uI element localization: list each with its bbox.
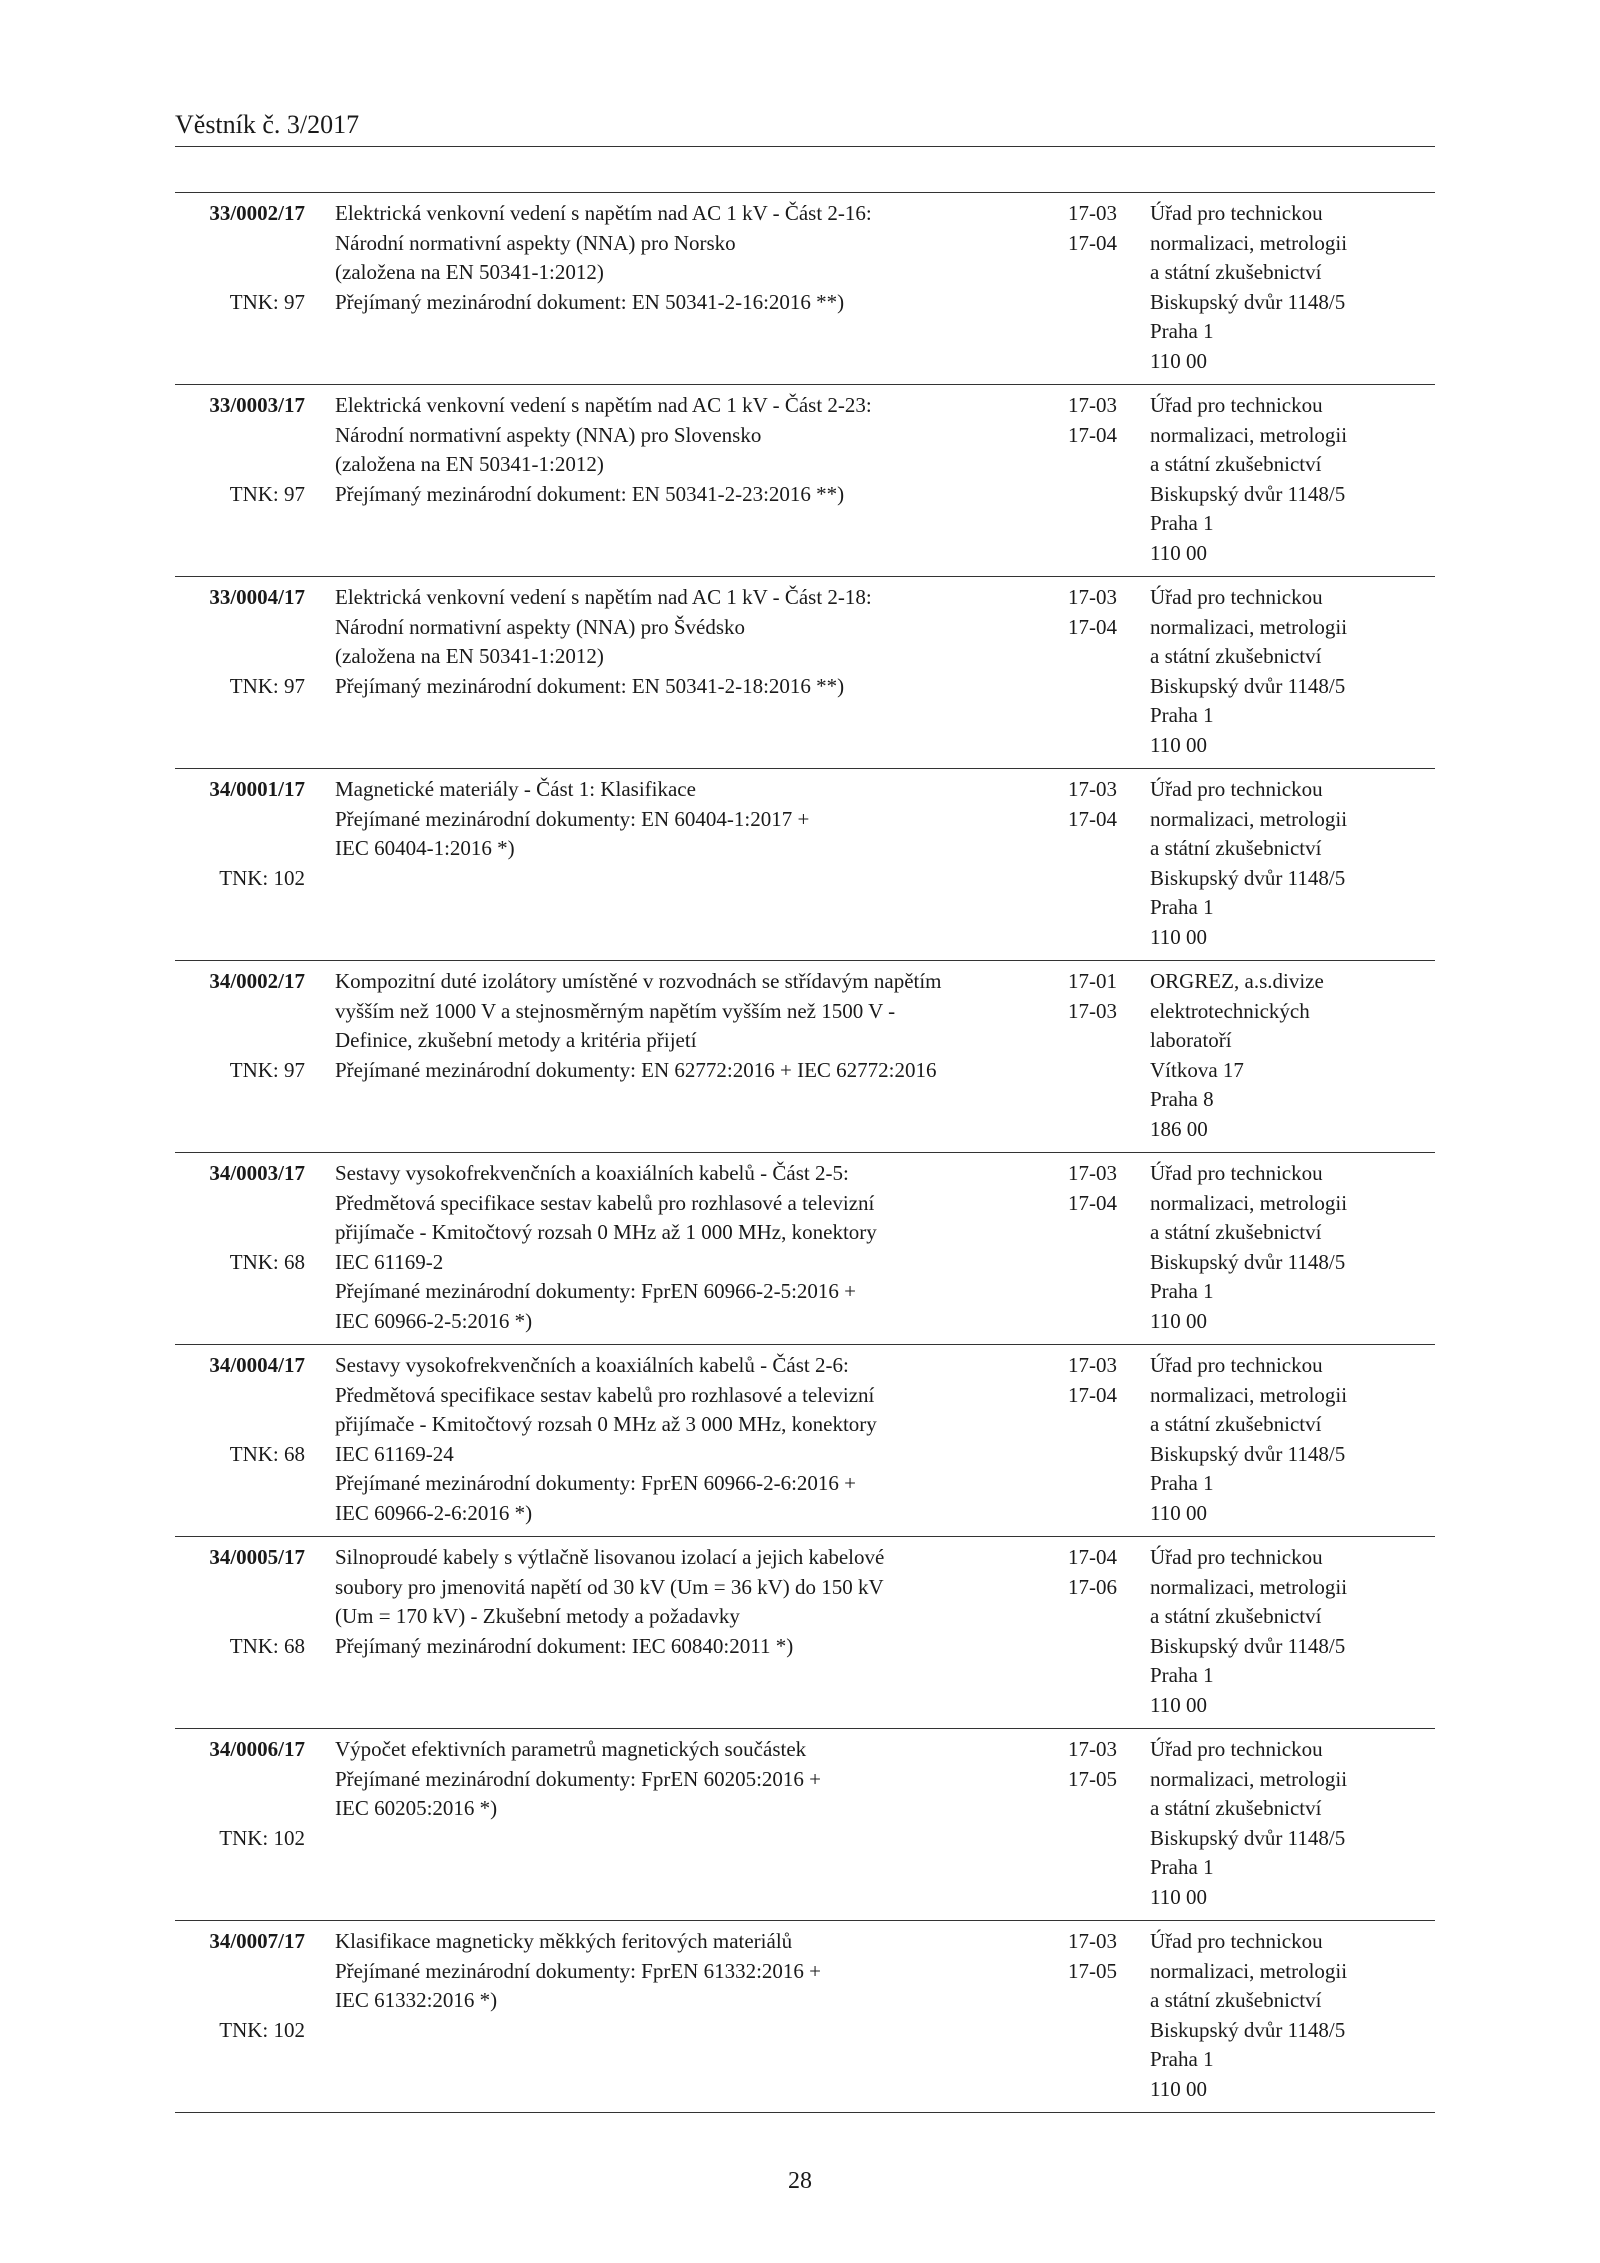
record-office-line: Biskupský dvůr 1148/5 — [1150, 2017, 1346, 2042]
record-office-line: Biskupský dvůr 1148/5 — [1150, 1441, 1346, 1466]
record-codes-column — [1068, 199, 1148, 258]
record-code: 17-04 — [1068, 614, 1117, 639]
id-spacer — [175, 1381, 305, 1411]
record-number: 33/0002/17 — [209, 201, 305, 225]
record-office-line: normalizaci, metrologii — [1150, 1190, 1348, 1215]
record-title-line: (založena na EN 50341-1:2012) — [335, 260, 604, 284]
record-office-line: normalizaci, metrologii — [1150, 1958, 1348, 1983]
record-codes-column — [1068, 1927, 1148, 1986]
record-code: 17-03 — [1068, 201, 1117, 225]
record-title-line: IEC 60966-2-6:2016 *) — [335, 1500, 533, 1525]
record-id-column — [175, 1543, 305, 1661]
id-spacer — [175, 1218, 305, 1248]
record-code: 17-04 — [1068, 230, 1117, 255]
record-office-line: a státní zkušebnictví — [1150, 836, 1322, 860]
record-codes-column — [1068, 1159, 1148, 1218]
record-office-column — [1150, 1351, 1435, 1528]
record-title-column — [335, 775, 1035, 952]
record-title-line: (založena na EN 50341-1:2012) — [335, 644, 604, 668]
record-title-column — [335, 199, 1035, 376]
record-title-line: Definice, zkušební metody a kritéria přijetí — [335, 1028, 697, 1052]
record-tnk: TNK: 68 — [229, 1441, 305, 1466]
record-title-line: Výpočet efektivních parametrů magnetických součástek — [335, 1737, 807, 1761]
record-code: 17-03 — [1068, 1161, 1117, 1185]
id-spacer — [175, 1765, 305, 1795]
record-office-line: Praha 1 — [1150, 1855, 1214, 1879]
record-code: 17-03 — [1068, 1737, 1117, 1761]
record-title-line: Předmětová specifikace sestav kabelů pro rozhlasové a televizní — [335, 1382, 875, 1407]
record-code: 17-01 — [1068, 969, 1117, 993]
record-title-line: Přejímaný mezinárodní dokument: EN 50341-2-16:2016 **) — [335, 289, 845, 314]
record-codes-column — [1068, 1735, 1148, 1794]
record-title-line: soubory pro jmenovitá napětí od 30 kV (Um = 36 kV) do 150 kV — [335, 1574, 884, 1599]
record-number: 34/0002/17 — [209, 969, 305, 993]
record-title-line: Elektrická venkovní vedení s napětím nad AC 1 kV - Část 2-16: — [335, 201, 872, 225]
record-number: 34/0006/17 — [209, 1737, 305, 1761]
record-code: 17-04 — [1068, 1190, 1117, 1215]
record-title-column — [335, 1927, 1035, 2104]
record-office-line: Vítkova 17 — [1150, 1057, 1244, 1082]
record-office-line: normalizaci, metrologii — [1150, 230, 1348, 255]
record-office-line: elektrotechnických — [1150, 998, 1310, 1023]
id-spacer — [175, 1410, 305, 1440]
record-office-column — [1150, 1543, 1435, 1720]
record-code: 17-06 — [1068, 1574, 1117, 1599]
record-code: 17-03 — [1068, 393, 1117, 417]
record-office-line: a státní zkušebnictví — [1150, 260, 1322, 284]
record-office-line: 110 00 — [1150, 2076, 1207, 2101]
id-spacer — [175, 450, 305, 480]
record-id-column — [175, 1159, 305, 1277]
record-office-line: 110 00 — [1150, 732, 1207, 757]
record-title-column — [335, 1351, 1035, 1528]
record-title-line: Přejímaný mezinárodní dokument: EN 50341-2-23:2016 **) — [335, 481, 845, 506]
id-spacer — [175, 1189, 305, 1219]
record-codes-column — [1068, 1351, 1148, 1410]
record-tnk: TNK: 68 — [229, 1633, 305, 1658]
standard-record — [175, 193, 1435, 385]
id-spacer — [175, 997, 305, 1027]
record-title-column — [335, 391, 1035, 568]
id-spacer — [175, 834, 305, 864]
record-tnk: TNK: 97 — [229, 673, 305, 698]
record-code: 17-04 — [1068, 806, 1117, 831]
record-office-line: normalizaci, metrologii — [1150, 422, 1348, 447]
record-office-line: Praha 1 — [1150, 511, 1214, 535]
standard-record — [175, 385, 1435, 577]
record-office-line: 110 00 — [1150, 1500, 1207, 1525]
record-id-column — [175, 1351, 305, 1469]
record-number: 34/0003/17 — [209, 1161, 305, 1185]
record-id-column — [175, 1927, 305, 2045]
record-office-line: Úřad pro technickou — [1150, 1737, 1323, 1761]
record-title-line: Přejímaný mezinárodní dokument: IEC 60840:2011 *) — [335, 1633, 794, 1658]
record-title-line: (založena na EN 50341-1:2012) — [335, 452, 604, 476]
record-office-line: 110 00 — [1150, 1308, 1207, 1333]
record-title-line: Přejímané mezinárodní dokumenty: FprEN 60966-2-6:2016 + — [335, 1471, 857, 1495]
id-spacer — [175, 613, 305, 643]
record-office-line: a státní zkušebnictví — [1150, 1988, 1322, 2012]
record-office-line: Úřad pro technickou — [1150, 1161, 1323, 1185]
record-office-line: Praha 1 — [1150, 1279, 1214, 1303]
record-office-column — [1150, 775, 1435, 952]
record-id-column — [175, 775, 305, 893]
record-office-line: normalizaci, metrologii — [1150, 1382, 1348, 1407]
id-spacer — [175, 229, 305, 259]
record-title-line: Přejímané mezinárodní dokumenty: EN 62772:2016 + IEC 62772:2016 — [335, 1057, 937, 1082]
record-office-line: Úřad pro technickou — [1150, 1545, 1323, 1569]
record-tnk: TNK: 68 — [229, 1249, 305, 1274]
record-office-column — [1150, 1927, 1435, 2104]
id-spacer — [175, 1986, 305, 2016]
record-code: 17-03 — [1068, 998, 1117, 1023]
record-office-line: 110 00 — [1150, 1692, 1207, 1717]
record-number: 33/0003/17 — [209, 393, 305, 417]
record-title-line: Klasifikace magneticky měkkých feritových materiálů — [335, 1929, 793, 1953]
record-tnk: TNK: 102 — [219, 2017, 305, 2042]
record-title-line: Kompozitní duté izolátory umístěné v rozvodnách se střídavým napětím — [335, 969, 942, 993]
record-office-line: Úřad pro technickou — [1150, 1353, 1323, 1377]
record-title-line: přijímače - Kmitočtový rozsah 0 MHz až 3 000 MHz, konektory — [335, 1412, 877, 1436]
record-office-line: Praha 1 — [1150, 2047, 1214, 2071]
header-divider — [175, 146, 1435, 147]
record-code: 17-03 — [1068, 777, 1117, 801]
standard-record — [175, 577, 1435, 769]
standard-record — [175, 1729, 1435, 1921]
record-number: 33/0004/17 — [209, 585, 305, 609]
record-office-line: 110 00 — [1150, 540, 1207, 565]
record-title-line: Národní normativní aspekty (NNA) pro Švédsko — [335, 614, 746, 639]
record-title-column — [335, 1159, 1035, 1336]
standard-record — [175, 1153, 1435, 1345]
record-title-line: IEC 61332:2016 *) — [335, 1988, 498, 2012]
record-office-line: 186 00 — [1150, 1116, 1208, 1141]
id-spacer — [175, 1573, 305, 1603]
record-tnk: TNK: 97 — [229, 1057, 305, 1082]
record-title-column — [335, 1543, 1035, 1720]
record-title-line: Národní normativní aspekty (NNA) pro Norsko — [335, 230, 736, 255]
record-office-column — [1150, 199, 1435, 376]
record-title-line: Národní normativní aspekty (NNA) pro Slovensko — [335, 422, 762, 447]
standard-record — [175, 769, 1435, 961]
record-office-line: a státní zkušebnictví — [1150, 1796, 1322, 1820]
record-codes-column — [1068, 775, 1148, 834]
record-title-column — [335, 1735, 1035, 1912]
id-spacer — [175, 1794, 305, 1824]
record-title-line: Přejímané mezinárodní dokumenty: FprEN 60205:2016 + — [335, 1766, 822, 1791]
record-title-line: Elektrická venkovní vedení s napětím nad AC 1 kV - Část 2-23: — [335, 393, 872, 417]
id-spacer — [175, 258, 305, 288]
record-code: 17-03 — [1068, 585, 1117, 609]
record-title-line: IEC 60205:2016 *) — [335, 1796, 498, 1820]
record-title-line: Silnoproudé kabely s výtlačně lisovanou izolací a jejich kabelové — [335, 1545, 885, 1569]
record-tnk: TNK: 102 — [219, 1825, 305, 1850]
record-office-line: a státní zkušebnictví — [1150, 644, 1322, 668]
record-title-line: IEC 61169-24 — [335, 1441, 454, 1466]
record-code: 17-05 — [1068, 1958, 1117, 1983]
id-spacer — [175, 642, 305, 672]
page-header-title: Věstník č. 3/2017 — [175, 110, 360, 139]
record-id-column — [175, 1735, 305, 1853]
record-office-line: a státní zkušebnictví — [1150, 1220, 1322, 1244]
record-title-line: Magnetické materiály - Část 1: Klasifikace — [335, 777, 696, 801]
page-number: 28 — [788, 2168, 812, 2194]
record-title-line: Předmětová specifikace sestav kabelů pro rozhlasové a televizní — [335, 1190, 875, 1215]
record-number: 34/0005/17 — [209, 1545, 305, 1569]
record-id-column — [175, 199, 305, 317]
record-title-line: přijímače - Kmitočtový rozsah 0 MHz až 1 000 MHz, konektory — [335, 1220, 877, 1244]
record-code: 17-04 — [1068, 422, 1117, 447]
record-office-line: Úřad pro technickou — [1150, 201, 1323, 225]
record-id-column — [175, 583, 305, 701]
record-id-column — [175, 967, 305, 1085]
record-office-line: Biskupský dvůr 1148/5 — [1150, 481, 1346, 506]
record-codes-column — [1068, 391, 1148, 450]
record-code: 17-04 — [1068, 1382, 1117, 1407]
id-spacer — [175, 421, 305, 451]
id-spacer — [175, 805, 305, 835]
id-spacer — [175, 1957, 305, 1987]
record-office-line: Úřad pro technickou — [1150, 777, 1323, 801]
record-title-line: Přejímané mezinárodní dokumenty: FprEN 60966-2-5:2016 + — [335, 1279, 857, 1303]
standards-list — [175, 192, 1435, 2113]
standard-record — [175, 961, 1435, 1153]
record-office-line: normalizaci, metrologii — [1150, 806, 1348, 831]
record-codes-column — [1068, 583, 1148, 642]
record-office-column — [1150, 1735, 1435, 1912]
record-title-line: IEC 61169-2 — [335, 1249, 444, 1274]
record-office-line: a státní zkušebnictví — [1150, 452, 1322, 476]
record-office-line: Úřad pro technickou — [1150, 393, 1323, 417]
record-code: 17-03 — [1068, 1353, 1117, 1377]
record-office-column — [1150, 391, 1435, 568]
record-office-line: Biskupský dvůr 1148/5 — [1150, 1249, 1346, 1274]
record-id-column — [175, 391, 305, 509]
record-tnk: TNK: 97 — [229, 481, 305, 506]
record-office-line: Praha 8 — [1150, 1087, 1214, 1111]
standard-record — [175, 1345, 1435, 1537]
record-office-line: Biskupský dvůr 1148/5 — [1150, 1825, 1346, 1850]
record-office-line: normalizaci, metrologii — [1150, 1766, 1348, 1791]
record-office-line: 110 00 — [1150, 348, 1207, 373]
standard-record — [175, 1921, 1435, 2113]
record-code: 17-05 — [1068, 1766, 1117, 1791]
record-title-line: IEC 60966-2-5:2016 *) — [335, 1308, 533, 1333]
record-office-line: normalizaci, metrologii — [1150, 614, 1348, 639]
record-number: 34/0004/17 — [209, 1353, 305, 1377]
record-number: 34/0007/17 — [209, 1929, 305, 1953]
record-title-line: Sestavy vysokofrekvenčních a koaxiálních kabelů - Část 2-5: — [335, 1161, 849, 1185]
record-office-line: Biskupský dvůr 1148/5 — [1150, 289, 1346, 314]
record-office-line: Úřad pro technickou — [1150, 1929, 1323, 1953]
record-title-line: Přejímané mezinárodní dokumenty: FprEN 61332:2016 + — [335, 1958, 822, 1983]
record-title-line: (Um = 170 kV) - Zkušební metody a požadavky — [335, 1604, 740, 1628]
record-office-line: a státní zkušebnictví — [1150, 1412, 1322, 1436]
record-office-column — [1150, 583, 1435, 760]
record-title-line: Přejímaný mezinárodní dokument: EN 50341-2-18:2016 **) — [335, 673, 845, 698]
record-codes-column — [1068, 1543, 1148, 1602]
record-office-line: normalizaci, metrologii — [1150, 1574, 1348, 1599]
id-spacer — [175, 1026, 305, 1056]
record-office-line: Praha 1 — [1150, 1471, 1214, 1495]
record-code: 17-04 — [1068, 1545, 1117, 1569]
record-office-line: ORGREZ, a.s.divize — [1150, 969, 1324, 993]
record-office-line: 110 00 — [1150, 1884, 1207, 1909]
record-office-line: Biskupský dvůr 1148/5 — [1150, 1633, 1346, 1658]
record-title-line: Přejímané mezinárodní dokumenty: EN 60404-1:2017 + — [335, 806, 810, 831]
record-office-line: 110 00 — [1150, 924, 1207, 949]
record-title-line: Elektrická venkovní vedení s napětím nad AC 1 kV - Část 2-18: — [335, 585, 872, 609]
record-office-line: Praha 1 — [1150, 703, 1214, 727]
record-title-column — [335, 967, 1035, 1144]
record-tnk: TNK: 97 — [229, 289, 305, 314]
record-office-line: Praha 1 — [1150, 319, 1214, 343]
record-office-column — [1150, 1159, 1435, 1336]
record-office-line: Praha 1 — [1150, 1663, 1214, 1687]
record-office-line: a státní zkušebnictví — [1150, 1604, 1322, 1628]
record-office-line: laboratoří — [1150, 1028, 1232, 1052]
record-tnk: TNK: 102 — [219, 865, 305, 890]
record-number: 34/0001/17 — [209, 777, 305, 801]
record-title-line: IEC 60404-1:2016 *) — [335, 836, 515, 860]
record-office-line: Praha 1 — [1150, 895, 1214, 919]
record-title-line: vyšším než 1000 V a stejnosměrným napětím vyšším než 1500 V - — [335, 998, 896, 1023]
record-office-line: Biskupský dvůr 1148/5 — [1150, 865, 1346, 890]
record-office-line: Biskupský dvůr 1148/5 — [1150, 673, 1346, 698]
record-code: 17-03 — [1068, 1929, 1117, 1953]
standard-record — [175, 1537, 1435, 1729]
record-codes-column — [1068, 967, 1148, 1026]
record-office-column — [1150, 967, 1435, 1144]
record-office-line: Úřad pro technickou — [1150, 585, 1323, 609]
id-spacer — [175, 1602, 305, 1632]
record-title-column — [335, 583, 1035, 760]
record-title-line: Sestavy vysokofrekvenčních a koaxiálních kabelů - Část 2-6: — [335, 1353, 849, 1377]
